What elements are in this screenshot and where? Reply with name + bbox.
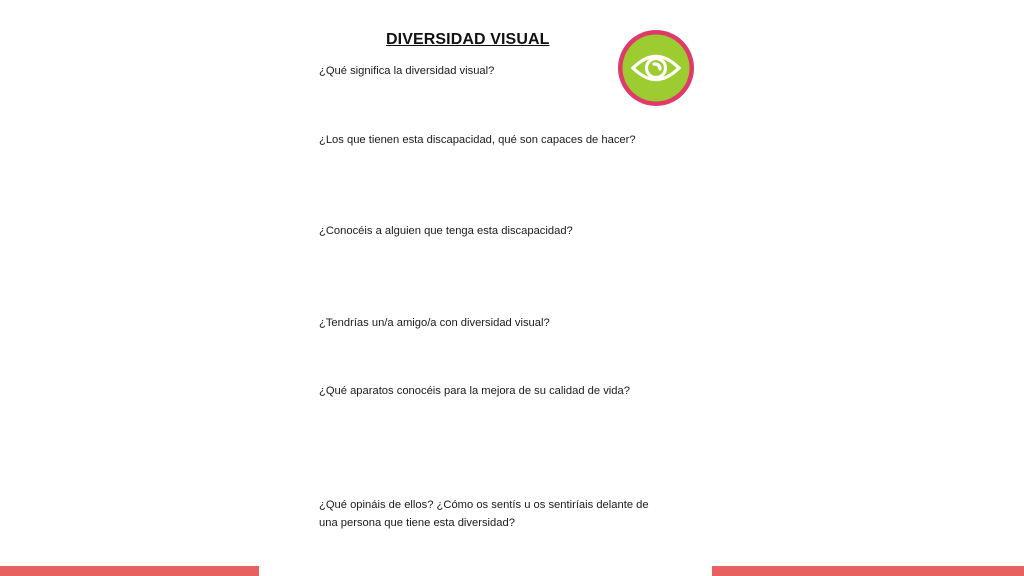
question-5: ¿Qué aparatos conocéis para la mejora de su calidad de vida? <box>319 385 630 397</box>
question-2: ¿Los que tienen esta discapacidad, qué son capaces de hacer? <box>319 134 636 146</box>
question-3: ¿Conocéis a alguien que tenga esta discapacidad? <box>319 225 573 237</box>
bottom-accent-bar-right <box>712 566 1024 576</box>
page-title: DIVERSIDAD VISUAL <box>386 31 550 48</box>
question-4: ¿Tendrías un/a amigo/a con diversidad visual? <box>319 317 550 329</box>
bottom-accent-bar-left <box>0 566 259 576</box>
question-6: ¿Qué opináis de ellos? ¿Cómo os sentís u os sentiríais delante de una persona que tiene esta diversidad? <box>319 499 649 529</box>
question-1: ¿Qué significa la diversidad visual? <box>319 65 495 77</box>
